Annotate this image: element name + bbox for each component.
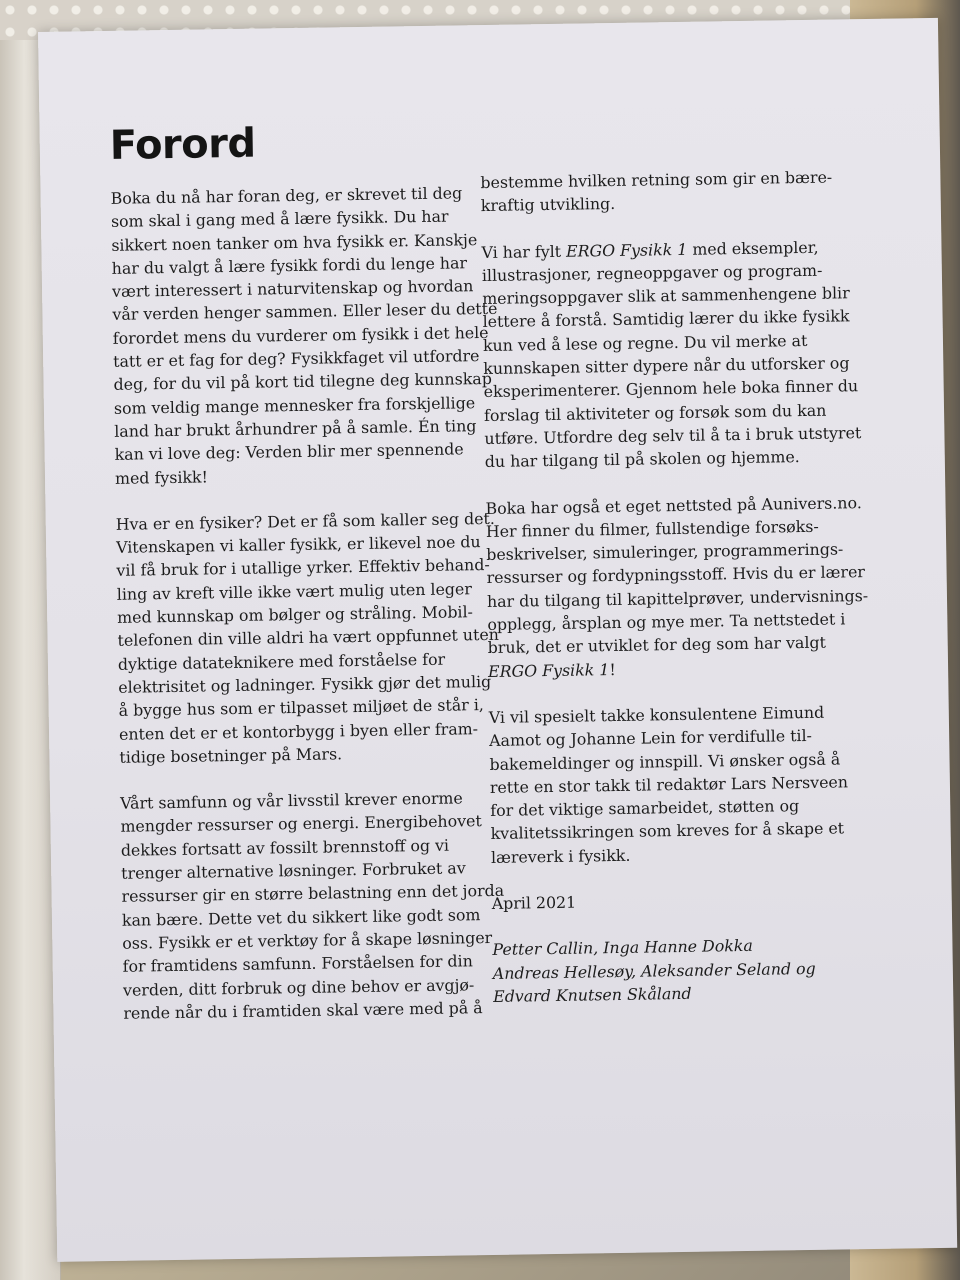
- paragraph-fysiker: [116, 507, 500, 769]
- paragraph-intro: [110, 181, 498, 490]
- text-run: med eksempler,: [687, 237, 819, 259]
- text-line: forslag til aktiviteter og forsøk som du kan: [483, 400, 827, 425]
- text-line: som skal i gang med å lære fysikk. Du har: [110, 206, 449, 232]
- text-run: !: [609, 659, 616, 679]
- author-line: Edvard Knutsen Skåland: [493, 983, 692, 1006]
- text-line: kvalitetssikringen som kreves for å skape et: [490, 818, 845, 844]
- left-column: [110, 181, 503, 1048]
- text-line: beskrivelser, simuleringer, programmerings-: [486, 539, 844, 565]
- text-line: opplegg, årsplan og mye mer. Ta nettstedet i: [487, 609, 846, 635]
- text-line: rette en stor takk til redaktør Lars Nersveen: [489, 772, 849, 797]
- text-line: med fysikk!: [114, 466, 209, 488]
- text-line: tidige bosetninger på Mars.: [119, 744, 343, 767]
- text-line: bakemeldinger og innspill. Vi ønsker også å: [489, 749, 841, 774]
- text-line: kunnskapen sitter dypere når du utforsker og: [483, 353, 850, 379]
- paragraph-takk: [489, 700, 872, 869]
- text-line: kan bære. Dette vet du sikkert like godt som: [121, 904, 481, 930]
- text-line: kan vi love deg: Verden blir mer spennende: [114, 439, 464, 465]
- text-line: ressurser gir en større belastning enn det jorda: [121, 881, 505, 907]
- text-line: telefonen din ville aldri ha vært oppfunnet uten: [117, 625, 500, 651]
- text-line: forordet mens du vurderer om fysikk i det hele: [112, 322, 489, 348]
- authors-block: [492, 932, 873, 1008]
- text-line: Boka du nå har foran deg, er skrevet til deg: [110, 183, 463, 208]
- text-line: vår verden henger sammen. Eller leser du dette: [112, 299, 498, 325]
- text-line: utføre. Utfordre deg selv til å ta i bruk utstyret: [484, 423, 862, 449]
- text-run: Vi har fylt: [481, 241, 567, 262]
- text-line: ling av kreft ville ikke vært mulig uten leger: [116, 579, 472, 604]
- text-line: Her finner du filmer, fullstendige forsøks-: [485, 516, 819, 541]
- text-line: oss. Fysikk er et verktøy for å skape løsninger: [122, 927, 493, 953]
- author-line: Andreas Hellesøy, Aleksander Seland og: [492, 958, 816, 983]
- text-line: eksperimenterer. Gjennom hele boka finner du: [483, 376, 859, 402]
- text-line: kun ved å lese og regne. Du vil merke at: [482, 330, 808, 355]
- text-line: meringsoppgaver slik at sammenhengene blir: [482, 283, 850, 309]
- text-line: vært interessert i naturvitenskap og hvordan: [111, 276, 474, 302]
- text-line: Boka har også et eget nettsted på Aunivers.no.: [485, 492, 862, 518]
- date-line: April 2021: [491, 892, 577, 913]
- text-line: du har tilgang til på skolen og hjemme.: [484, 447, 800, 472]
- text-line: for det viktige samarbeidet, støtten og: [490, 796, 800, 821]
- text-line: bestemme hvilken retning som gir en bære-: [480, 167, 833, 193]
- book-title-italic: ERGO Fysikk 1: [487, 659, 610, 681]
- text-line: med kunnskap om bølger og stråling. Mobil-: [117, 602, 474, 627]
- text-line: elektrisitet og ladninger. Fysikk gjør det mulig: [118, 671, 492, 697]
- text-line: ressurser og fordypningsstoff. Hvis du er lærer: [486, 562, 866, 588]
- text-line: lettere å forstå. Samtidig lærer du ikke fysikk: [482, 306, 850, 332]
- text-line: kraftig utvikling.: [480, 194, 616, 216]
- text-line: trenger alternative løsninger. Forbruket av: [121, 858, 466, 883]
- paragraph-nettsted: [485, 491, 868, 683]
- text-line: å bygge hus som er tilpasset miljøet de står i,: [118, 695, 484, 721]
- text-line: Hva er en fysiker? Det er få som kaller seg det.: [115, 508, 495, 534]
- text-line: har du valgt å lære fysikk fordi du lenge har: [111, 253, 468, 278]
- text-line: tatt er et fag for deg? Fysikkfaget vil utfordre: [113, 346, 480, 371]
- text-line: dekkes fortsatt av fossilt brennstoff og vi: [120, 835, 450, 860]
- text-line: illustrasjoner, regneoppgaver og program-: [481, 260, 823, 285]
- paragraph-samfunn: [120, 786, 504, 1025]
- text-line: bruk, det er utviklet for deg som har valgt: [487, 633, 827, 658]
- book-title-italic: ERGO Fysikk 1: [565, 239, 688, 261]
- page-title: Forord: [109, 120, 256, 169]
- text-line: rende når du i framtiden skal være med på å: [123, 997, 483, 1023]
- text-line: som veldig mange mennesker fra forskjellige: [113, 392, 476, 418]
- paragraph-ergo: [481, 235, 865, 474]
- text-line: for framtidens samfunn. Forståelsen for din: [122, 951, 473, 976]
- text-line: Aamot og Johanne Lein for verdifulle til-: [489, 726, 813, 751]
- author-line: Petter Callin, Inga Hanne Dokka: [492, 936, 753, 960]
- book-page: [38, 18, 957, 1262]
- text-line: læreverk i fysikk.: [490, 845, 631, 867]
- right-column: [480, 165, 873, 1031]
- text-line: sikkert noen tanker om hva fysikk er. Kanskje: [111, 229, 478, 255]
- text-line: mengder ressurser og energi. Energibehovet: [120, 811, 482, 837]
- text-line: land har brukt århundrer på å samle. Én ting: [114, 416, 477, 441]
- text-line: verden, ditt forbruk og dine behov er avgjø-: [122, 974, 475, 1000]
- paragraph-continuation: [480, 165, 861, 218]
- text-line: Vitenskapen vi kaller fysikk, er likevel noe du: [115, 532, 481, 557]
- text-line: dyktige datateknikere med forståelse for: [117, 649, 446, 674]
- text-line: har du tilgang til kapittelprøver, undervisnings-: [486, 585, 869, 611]
- text-line: enten det er et kontorbygg i byen eller fram-: [118, 718, 479, 744]
- text-line: Vårt samfunn og vår livsstil krever enorme: [119, 788, 463, 813]
- text-line: deg, for du vil på kort tid tilegne deg kunnskap: [113, 369, 493, 395]
- text-line: vil få bruk for i utallige yrker. Effektiv behand-: [116, 555, 490, 581]
- text-line: Vi vil spesielt takke konsulentene Eimund: [488, 702, 825, 727]
